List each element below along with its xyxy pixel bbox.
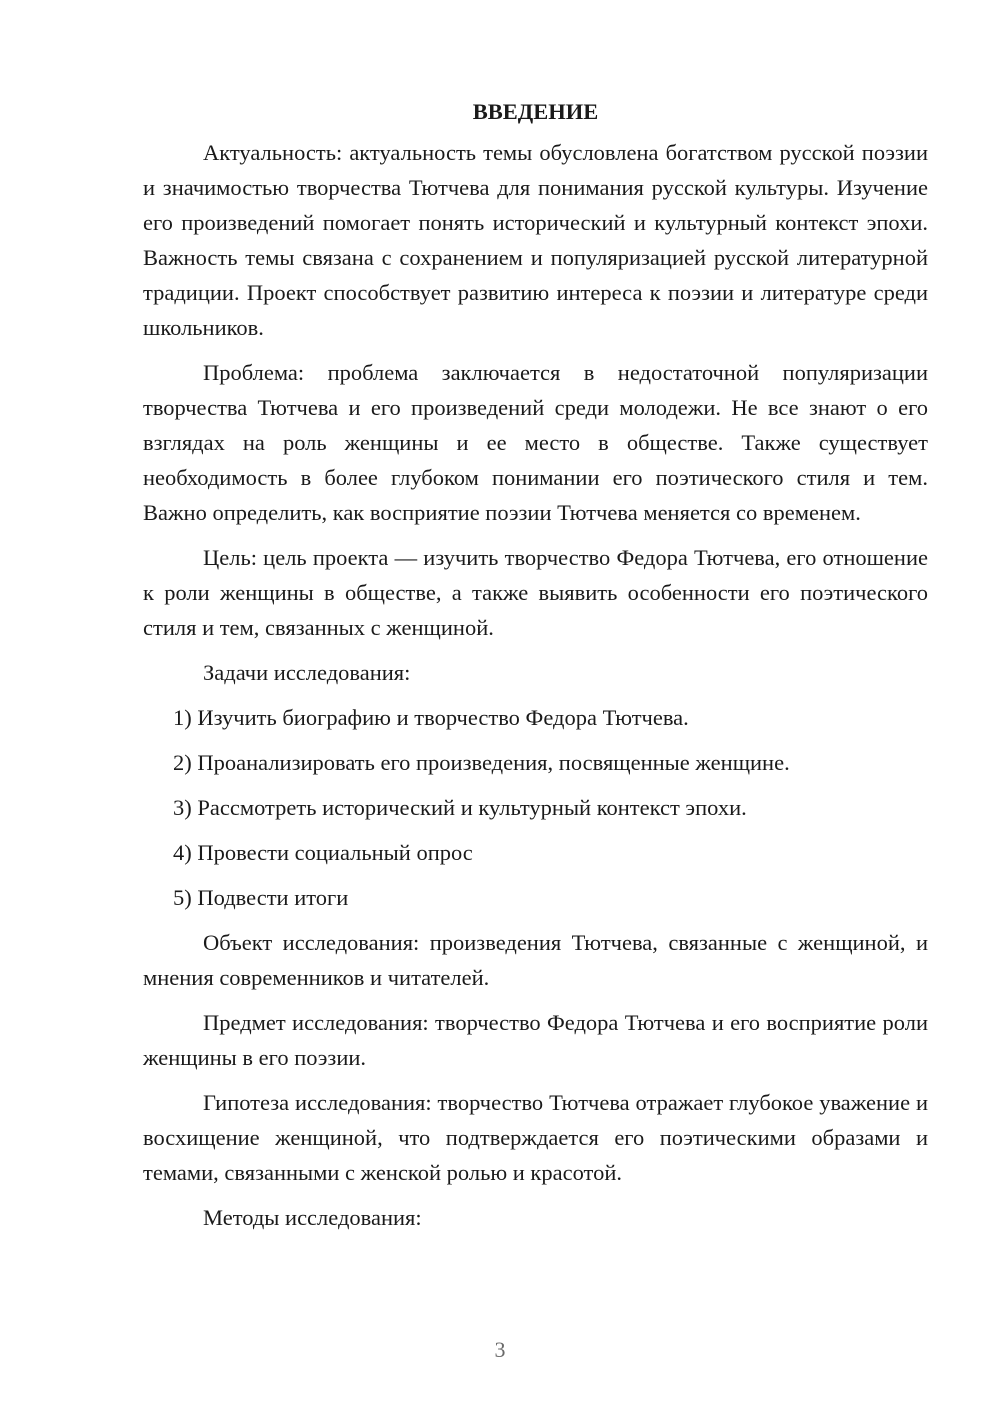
tasks-title: Задачи исследования: [203, 660, 411, 685]
problem-paragraph: Проблема: проблема заключается в недостаточной популяризации творчества Тютчева и его произведений среди молодежи. Не все знают о его взглядах на роль женщины и ее место в обществе. Также существует необходимость в более глубоком понимании его поэтического стиля и тем. Важно определить, как восприятие поэзии Тютчева меняется со временем. [143, 360, 928, 525]
task-item: 3) Рассмотреть исторический и культурный контекст эпохи. [173, 795, 747, 820]
methods-title: Методы исследования: [203, 1205, 422, 1230]
page-content [143, 94, 928, 1245]
task-item: 5) Подвести итоги [173, 885, 349, 910]
page-number: 3 [494, 1337, 506, 1362]
task-item: 2) Проанализировать его произведения, посвященные женщине. [173, 750, 790, 775]
task-item: 4) Провести социальный опрос [173, 840, 473, 865]
section-heading: ВВЕДЕНИЕ [472, 99, 599, 124]
task-item: 1) Изучить биографию и творчество Федора Тютчева. [173, 705, 689, 730]
subject-paragraph: Предмет исследования: творчество Федора Тютчева и его восприятие роли женщины в его поэзии. [143, 1010, 928, 1070]
goal-paragraph: Цель: цель проекта — изучить творчество Федора Тютчева, его отношение к роли женщины в обществе, а также выявить особенности его поэтического стиля и тем, связанных с женщиной. [143, 545, 928, 640]
relevance-paragraph: Актуальность: актуальность темы обусловлена богатством русской поэзии и значимостью творчества Тютчева для понимания русской культуры. Изучение его произведений помогает понять исторический и культурный контекст эпохи. Важность темы связана с сохранением и популяризацией русской литературной традиции. Проект способствует развитию интереса к поэзии и литературе среди школьников. [143, 140, 928, 340]
hypothesis-paragraph: Гипотеза исследования: творчество Тютчева отражает глубокое уважение и восхищение женщиной, что подтверждается его поэтическими образами и темами, связанными с женской ролью и красотой. [143, 1090, 928, 1185]
object-paragraph: Объект исследования: произведения Тютчева, связанные с женщиной, и мнения современников и читателей. [143, 930, 928, 990]
